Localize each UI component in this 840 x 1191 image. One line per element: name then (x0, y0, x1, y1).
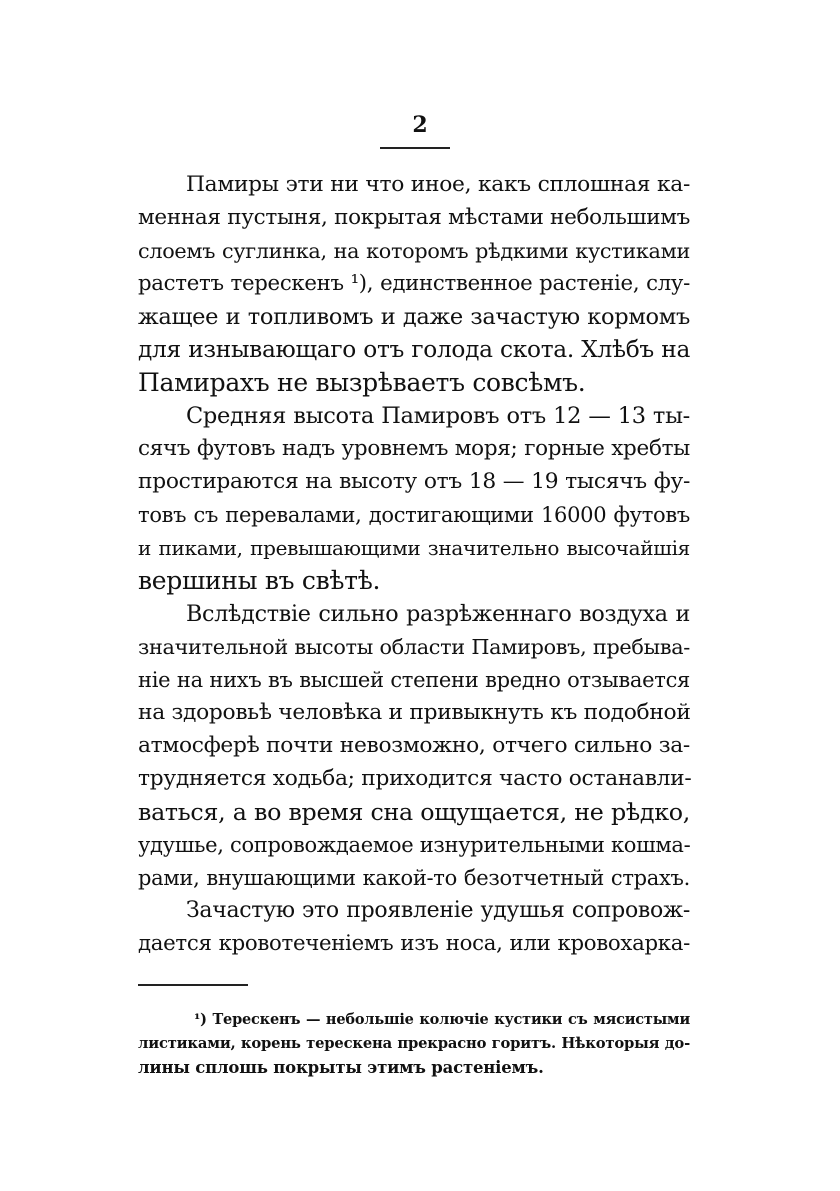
text-line: Вслѣдствіе сильно разрѣженнаго воздуха и (186, 601, 690, 627)
text-line: на здоровьѣ человѣка и привыкнуть къ подобной (138, 700, 691, 725)
text-line: и пиками, превышающими значительно высочайшія (138, 536, 690, 560)
footnote-line: лины сплошь покрыты этимъ растеніемъ. (138, 1058, 544, 1077)
text-line: менная пустыня, покрытая мѣстами небольшимъ (138, 205, 691, 230)
text-line: слоемъ суглинка, на которомъ рѣдкими кустиками (138, 239, 690, 263)
footnote-line: ¹) Терескенъ — небольшіе колючіе кустики съ мясистыми (194, 1011, 690, 1028)
text-line: значительной высоты области Памировъ, пребыва- (138, 635, 690, 659)
text-line: сячъ футовъ надъ уровнемъ моря; горные хребты (138, 436, 690, 461)
text-line: трудняется ходьба; приходится часто останавли- (138, 766, 692, 791)
text-line: вершины въ свѣтѣ. (138, 566, 381, 595)
text-line: для изнывающаго отъ голода скота. Хлѣбъ на (138, 336, 690, 363)
footnote-rule (138, 984, 248, 986)
text-line: Памиры эти ни что иное, какъ сплошная ка- (186, 172, 690, 197)
footnote-line: листиками, корень терескена прекрасно горитъ. Нѣкоторыя до- (138, 1035, 690, 1052)
text-line: растетъ терескенъ ¹), единственное растеніе, слу- (138, 271, 690, 296)
page-number-rule (380, 147, 450, 149)
text-line: дается кровотеченіемъ изъ носа, или кровохарка- (138, 931, 690, 956)
text-line: Зачастую это проявленіе удушья сопровож- (186, 898, 690, 923)
text-line: Памирахъ не вызрѣваетъ совсѣмъ. (138, 368, 586, 397)
text-line: удушье, сопровождаемое изнурительными кошма- (138, 833, 691, 857)
text-line: ваться, а во время сна ощущается, не рѣдко, (138, 798, 690, 826)
text-line: Средняя высота Памировъ отъ 12 — 13 ты- (186, 403, 690, 429)
text-line: жащее и топливомъ и даже зачастую кормомъ (138, 304, 690, 330)
page-number: 2 (412, 112, 428, 138)
text-line: ніе на нихъ въ высшей степени вредно отзывается (138, 668, 690, 692)
text-line: атмосферѣ почти невозможно, отчего сильно за- (138, 733, 690, 758)
text-line: простираются на высоту отъ 18 — 19 тысячъ фу- (138, 469, 690, 494)
text-line: товъ съ перевалами, достигающими 16000 футовъ (138, 503, 690, 527)
text-line: рами, внушающими какой-то безотчетный страхъ. (138, 866, 690, 890)
